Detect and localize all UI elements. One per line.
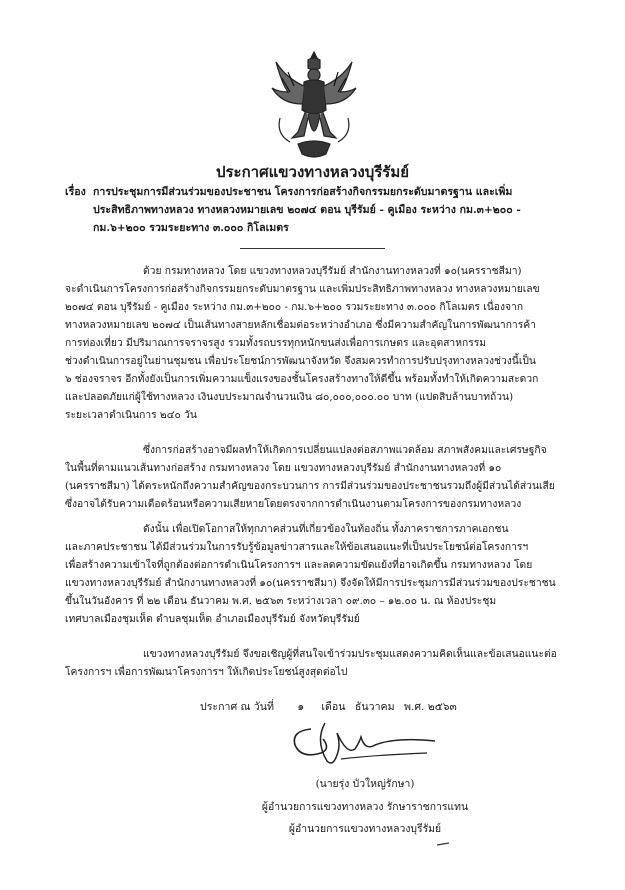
paragraph-line: ด้วย กรมทางหลวง โดย แขวงทางหลวงบุรีรัมย์ สำนักงานทางหลวงที่ ๑๐(นครราชสีมา) [143, 265, 522, 277]
signature-icon [285, 715, 445, 775]
paragraph-line: ซึ่งอาจได้รับความเดือดร้อนหรือความเสียหายโดยตรงจากการดำเนินงานตามโครงการของกรมทางหลวง [65, 498, 522, 510]
garuda-emblem-icon [268, 48, 360, 160]
paragraph-line: เพื่อสร้างความเข้าใจที่ถูกต้องต่อการดำเนินโครงการฯ และลดความขัดแย้งที่อาจเกิดขึ้น กรมทางหลวง โดย [65, 559, 533, 571]
paragraph-line: ในพื้นที่ตามแนวเส้นทางก่อสร้าง กรมทางหลวง โดย แขวงทางหลวงบุรีรัมย์ สำนักงานทางหลวงที่ ๑๐ [65, 462, 502, 474]
announce-date [200, 698, 463, 715]
paragraph-line: และปลอดภัยแก่ผู้ใช้ทางหลวง เงินงบประมาณจำนวนเงิน ๘๐,๐๐๐,๐๐๐.๐๐ บาท (แปดสิบล้านบาทถ้วน) [65, 391, 514, 403]
paragraph-line: จะดำเนินการโครงการก่อสร้างกิจกรรมยกระดับมาตรฐาน และเพิ่มประสิทธิภาพทางหลวง ทางหลวงหมายเลข [65, 283, 540, 295]
signer-name: (นายรุ่ง บัวใหญ่รักษา) [315, 778, 415, 790]
pen-stroke-icon [436, 842, 450, 846]
divider [240, 248, 385, 249]
date-month-label: เดือน [321, 701, 346, 713]
date-day: ๑ [297, 701, 305, 713]
subject-line: กม.๖+๒๐๐ รวมระยะทาง ๓.๐๐๐ กิโลเมตร [93, 222, 289, 234]
document-title: ประกาศแขวงทางหลวงบุรีรัมย์ [215, 163, 410, 181]
paragraph-impact [65, 441, 585, 513]
paragraph-line: แขวงทางหลวงบุรีรัมย์ จึงขอเชิญผู้ที่สนใจเข้าร่วมประชุมแสดงความคิดเห็นและข้อเสนอแนะต่อ [143, 648, 557, 660]
paragraph-intro [65, 262, 585, 424]
subject-label: เรื่อง [65, 186, 86, 198]
paragraph-line: (นครราชสีมา) ได้ตระหนักถึงความสำคัญของกระบวนการ การมีส่วนร่วมของประชาชนรวมถึงผู้มีส่วนได้ส่วนเสีย [65, 480, 555, 492]
paragraph-invitation [65, 645, 585, 681]
signer-position: ผู้อำนวยการแขวงทางหลวง รักษาราชการแทน [261, 801, 469, 813]
paragraph-line: การท่องเที่ยว มีปริมาณการจราจรสูง รวมทั้งรถบรรทุกหนักขนส่งเพื่อการเกษตร และอุตสาหกรรม [65, 337, 487, 349]
paragraph-line: ขึ้นในวันอังคาร ที่ ๒๒ เดือน ธันวาคม พ.ศ. ๒๕๖๓ ระหว่างเวลา ๐๙.๓๐ – ๑๒.๐๐ น. ณ ห้องประชุม [65, 595, 497, 607]
paragraph-line: ดังนั้น เพื่อเปิดโอกาสให้ทุกภาคส่วนที่เกี่ยวข้องในท้องถิ่น ทั้งภาคราชการภาคเอกชน [143, 523, 509, 535]
paragraph-line: ระยะเวลาดำเนินการ ๒๔๐ วัน [65, 409, 197, 421]
signer-position: ผู้อำนวยการแขวงทางหลวงบุรีรัมย์ [288, 823, 442, 835]
paragraph-line: ซึ่งการก่อสร้างอาจมีผลทำให้เกิดการเปลี่ยนแปลงต่อสภาพแวดล้อม สภาพสังคมและเศรษฐกิจ [143, 444, 547, 456]
paragraph-line: ช่วงดำเนินการอยู่ในย่านชุมชน เพื่อประโยชน์การพัฒนาจังหวัด จึงสมควรทำการปรับปรุงทางหลวงช่วงนี้เป็น [65, 355, 536, 367]
subject-section [65, 183, 585, 237]
date-year: พ.ศ. ๒๕๖๓ [403, 701, 457, 713]
paragraph-line: และภาคประชาชน ได้มีส่วนร่วมในการรับรู้ข้อมูลข่าวสารและให้ข้อเสนอแนะที่เป็นประโยชน์ต่อโครงการฯ [65, 541, 529, 553]
paragraph-line: เทศบาลเมืองชุมเห็ด ตำบลชุมเห็ด อำเภอเมืองบุรีรัมย์ จังหวัดบุรีรัมย์ [65, 613, 360, 625]
paragraph-line: แขวงทางหลวงบุรีรัมย์ สำนักงานทางหลวงที่ ๑๐(นครราชสีมา) จึงจัดให้มีการประชุมการมีส่วนร่วมของประชาชน [65, 577, 556, 589]
paragraph-line: ๒๐๗๔ ตอน บุรีรัมย์ - คูเมือง ระหว่าง กม.๓+๒๐๐ - กม.๖+๒๐๐ รวมระยะทาง ๓.๐๐๐ กิโลเมตร เนื่องจาก [65, 301, 524, 313]
date-month: ธันวาคม [354, 701, 395, 713]
paragraph-meeting [65, 520, 585, 628]
date-prefix: ประกาศ ณ วันที่ [200, 701, 274, 713]
paragraph-line: ๖ ช่องจราจร อีกทั้งยังเป็นการเพิ่มความแข็งแรงของชั้นโครงสร้างทางให้ดีขึ้น พร้อมทั้งทำให้เกิดความสะดวก [65, 373, 539, 385]
subject-line: ประสิทธิภาพทางหลวง ทางหลวงหมายเลข ๒๐๗๔ ตอน บุรีรัมย์ - คูเมือง ระหว่าง กม.๓+๒๐๐ - [93, 204, 521, 216]
paragraph-line: ทางหลวงหมายเลข ๒๐๗๔ เป็นเส้นทางสายหลักเชื่อมต่อระหว่างอำเภอ ซึ่งมีความสำคัญในการพัฒนาการค้า [65, 319, 536, 331]
subject-line: การประชุมการมีส่วนร่วมของประชาชน โครงการก่อสร้างกิจกรรมยกระดับมาตรฐาน และเพิ่ม [93, 186, 513, 198]
paragraph-line: โครงการฯ เพื่อการพัฒนาโครงการฯ ให้เกิดประโยชน์สูงสุดต่อไป [65, 666, 348, 678]
